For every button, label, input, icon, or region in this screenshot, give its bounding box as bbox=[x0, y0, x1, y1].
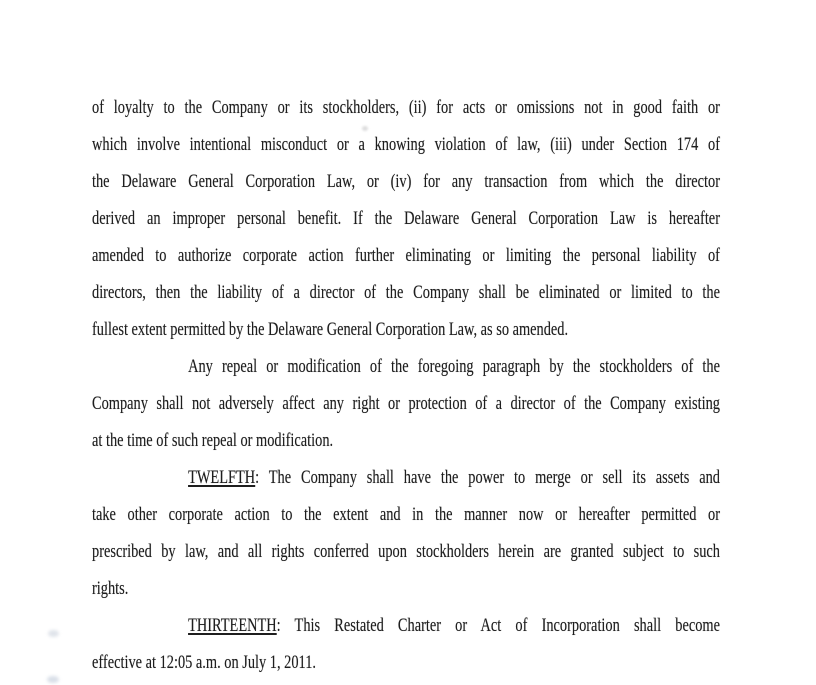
line-text: take other corporate action to the extent and in the manner now or hereafter permitted or bbox=[92, 504, 720, 525]
line-text: Company shall not adversely affect any right or protection of a director of the Company existing bbox=[92, 393, 720, 414]
underlined-term: TWELFTH bbox=[188, 467, 256, 488]
text-line bbox=[92, 126, 720, 163]
line-text: rights. bbox=[92, 578, 129, 599]
text-line bbox=[92, 274, 720, 311]
line-text: : This Restated Charter or Act of Incorporation shall become bbox=[276, 615, 720, 636]
line-text: fullest extent permitted by the Delaware General Corporation Law, as so amended. bbox=[92, 319, 569, 340]
text-line bbox=[92, 570, 720, 607]
text-line bbox=[92, 311, 720, 348]
text-line bbox=[92, 163, 720, 200]
line-text: Any repeal or modification of the foregoing paragraph by the stockholders of the bbox=[188, 356, 720, 377]
text-line-article-thirteenth bbox=[92, 607, 720, 644]
line-text: which involve intentional misconduct or a knowing violation of law, (iii) under Section 174 of bbox=[92, 134, 720, 155]
line-text: at the time of such repeal or modification. bbox=[92, 430, 334, 451]
line-text: effective at 12:05 a.m. on July 1, 2011. bbox=[92, 652, 316, 673]
line-text: prescribed by law, and all rights conferred upon stockholders herein are granted subject to such bbox=[92, 541, 720, 562]
scan-artifact bbox=[47, 676, 59, 683]
text-line bbox=[92, 89, 720, 126]
text-line bbox=[92, 237, 720, 274]
line-text: : The Company shall have the power to merge or sell its assets and bbox=[255, 467, 720, 488]
line-text: amended to authorize corporate action further eliminating or limiting the personal liability of bbox=[92, 245, 720, 266]
line-text: the Delaware General Corporation Law, or (iv) for any transaction from which the director bbox=[92, 171, 720, 192]
text-line bbox=[92, 533, 720, 570]
line-text: directors, then the liability of a director of the Company shall be eliminated or limited to the bbox=[92, 282, 720, 303]
line-text: derived an improper personal benefit. If the Delaware General Corporation Law is hereafter bbox=[92, 208, 720, 229]
text-line bbox=[92, 200, 720, 237]
document-text-block bbox=[92, 89, 720, 681]
text-line bbox=[92, 348, 720, 385]
text-line bbox=[92, 422, 720, 459]
scan-artifact bbox=[48, 630, 59, 637]
text-line-article-twelfth bbox=[92, 459, 720, 496]
underlined-term: THIRTEENTH bbox=[188, 615, 277, 636]
text-line bbox=[92, 496, 720, 533]
text-line bbox=[92, 644, 720, 681]
line-text: of loyalty to the Company or its stockholders, (ii) for acts or omissions not in good faith or bbox=[92, 97, 720, 118]
text-line bbox=[92, 385, 720, 422]
